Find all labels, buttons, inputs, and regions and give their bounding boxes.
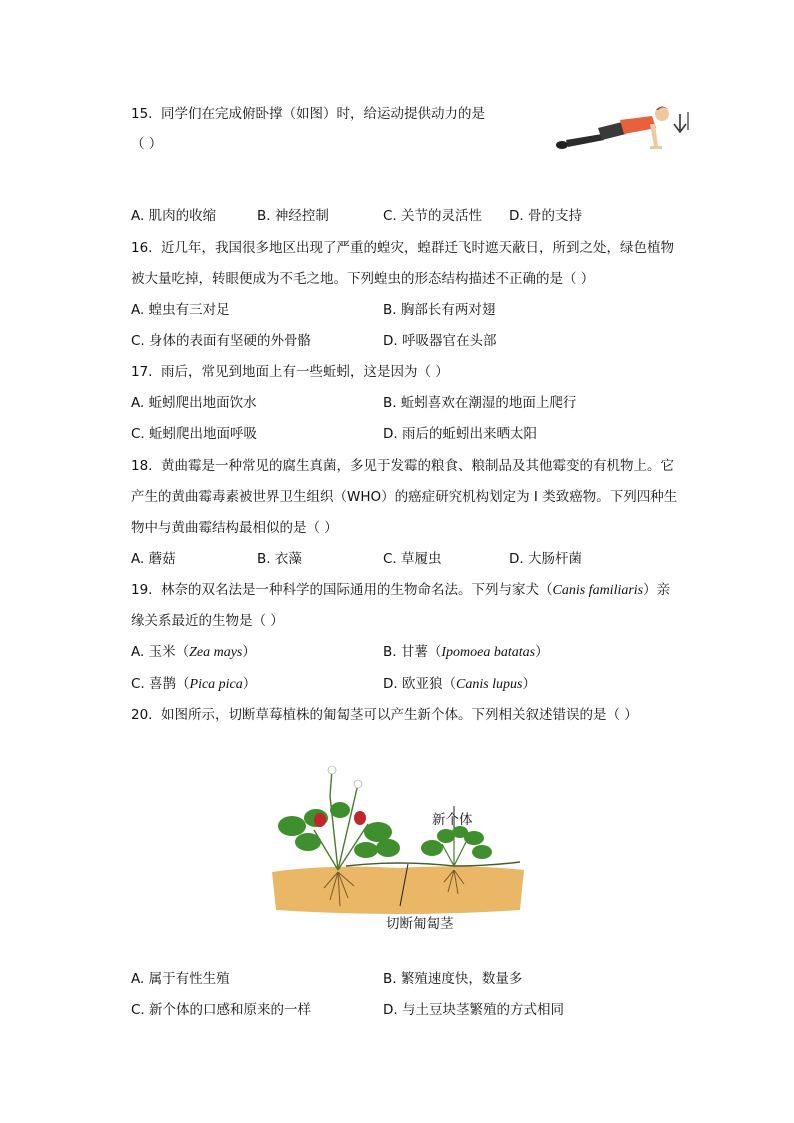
q15-stem-text: 同学们在完成俯卧撑（如图）时，给运动提供动力的是 <box>161 106 485 122</box>
q15-stem <box>131 104 485 124</box>
q19-option-b-label: B. 甘薯（ <box>383 644 442 660</box>
q15-option-a[interactable]: A. 肌肉的收缩 <box>131 208 217 224</box>
q16-option-c[interactable]: C. 身体的表面有坚硬的外骨骼 <box>131 333 312 349</box>
q16-option-d[interactable]: D. 呼吸器官在头部 <box>383 333 497 349</box>
strawberry-figure <box>268 760 528 940</box>
q20-option-c[interactable]: C. 新个体的口感和原来的一样 <box>131 1002 312 1018</box>
q18-option-c[interactable]: C. 草履虫 <box>383 551 442 567</box>
q18-option-a[interactable]: A. 蘑菇 <box>131 551 176 567</box>
q17-option-a[interactable]: A. 蚯蚓爬出地面饮水 <box>131 395 257 411</box>
q19-number: 19. <box>131 582 153 598</box>
q18-number: 18. <box>131 458 153 474</box>
q19-option-b-latin: Ipomoea batatas <box>441 645 536 660</box>
q17-number: 17. <box>131 364 153 380</box>
q19-option-b-close: ） <box>535 644 549 660</box>
q18-stem-line1 <box>131 456 674 476</box>
q18-line1-text: 黄曲霉是一种常见的腐生真菌，多见于发霉的粮食、粮制品及其他霉变的有机物上。它 <box>161 458 674 474</box>
q20-option-a[interactable]: A. 属于有性生殖 <box>131 971 230 987</box>
q17-stem-text: 雨后，常见到地面上有一些蚯蚓，这是因为（ ） <box>161 364 449 380</box>
q19-stem-line2: 缘关系最近的生物是（ ） <box>131 613 284 629</box>
q19-option-b[interactable] <box>383 642 549 663</box>
q19-stem-line1 <box>131 580 670 601</box>
q17-option-c[interactable]: C. 蚯蚓爬出地面呼吸 <box>131 426 258 442</box>
soil-layer <box>272 866 524 914</box>
q19-option-d-close: ） <box>522 676 536 692</box>
q15-answer-paren: （ ） <box>131 136 163 152</box>
q15-number: 15. <box>131 106 153 122</box>
q19-option-c-latin: Pica pica <box>189 677 243 692</box>
q17-option-b[interactable]: B. 蚯蚓喜欢在潮湿的地面上爬行 <box>383 395 577 411</box>
q20-option-d[interactable]: D. 与土豆块茎繁殖的方式相同 <box>383 1002 564 1018</box>
q19-option-c-label: C. 喜鹊（ <box>131 676 190 692</box>
q20-number: 20. <box>131 707 153 723</box>
q18-option-b[interactable]: B. 衣藻 <box>257 551 302 567</box>
q18-stem-line2: 产生的黄曲霉毒素被世界卫生组织（WHO）的癌症研究机构划定为 I 类致癌物。下列四种生 <box>131 489 678 505</box>
q20-option-b[interactable]: B. 繁殖速度快，数量多 <box>383 971 523 987</box>
q19-option-a[interactable] <box>131 642 256 663</box>
q18-option-d[interactable]: D. 大肠杆菌 <box>509 551 582 567</box>
strawberry-flowers <box>328 766 362 788</box>
q19-option-a-latin: Zea mays <box>189 645 243 660</box>
pushup-hand <box>650 146 662 149</box>
q19-latin-dog: Canis familiaris <box>552 583 644 598</box>
q19-option-d-label: D. 欧亚狼（ <box>383 676 456 692</box>
q15-option-c[interactable]: C. 关节的灵活性 <box>383 208 483 224</box>
pushup-shoes <box>556 141 568 149</box>
label-cut-runner: 切断匍匐茎 <box>386 916 454 932</box>
runner-stem <box>346 862 520 866</box>
pushup-legs <box>566 134 604 147</box>
q20-stem-text: 如图所示，切断草莓植株的匍匐茎可以产生新个体。下列相关叙述错误的是（ ） <box>161 707 638 723</box>
q19-option-a-label: A. 玉米（ <box>131 644 190 660</box>
q16-option-a[interactable]: A. 蝗虫有三对足 <box>131 302 230 318</box>
q19-option-c[interactable] <box>131 674 256 695</box>
down-arrow-icon <box>674 114 686 132</box>
q16-stem-line2: 被大量吃掉，转眼便成为不毛之地。下列蝗虫的形态结构描述不正确的是（ ） <box>131 271 595 287</box>
q17-stem <box>131 362 449 382</box>
q16-option-b[interactable]: B. 胸部长有两对翅 <box>383 302 496 318</box>
q19-line1-tail: ）亲 <box>643 582 671 598</box>
q19-option-d[interactable] <box>383 674 536 695</box>
q17-option-d[interactable]: D. 雨后的蚯蚓出来晒太阳 <box>383 426 537 442</box>
q15-option-b[interactable]: B. 神经控制 <box>257 208 329 224</box>
daughter-leaves <box>421 826 492 859</box>
q20-stem <box>131 705 638 725</box>
q15-option-d[interactable]: D. 骨的支持 <box>509 208 582 224</box>
mother-leaves <box>278 802 400 858</box>
q19-option-a-close: ） <box>242 644 256 660</box>
label-new-plant: 新个体 <box>432 812 473 828</box>
q16-number: 16. <box>131 240 153 256</box>
q19-option-c-close: ） <box>242 676 257 692</box>
q19-line1-text: 林奈的双名法是一种科学的国际通用的生物命名法。下列与家犬（ <box>161 582 553 598</box>
pushup-arm <box>650 124 658 146</box>
q19-option-d-latin: Canis lupus <box>455 677 523 692</box>
q18-stem-line3: 物中与黄曲霉结构最相似的是（ ） <box>131 520 338 536</box>
q16-line1-text: 近几年，我国很多地区出现了严重的蝗灾，蝗群迁飞时遮天蔽日，所到之处，绿色植物 <box>161 240 674 256</box>
q16-stem-line1 <box>131 238 674 258</box>
pushup-figure <box>552 100 696 162</box>
